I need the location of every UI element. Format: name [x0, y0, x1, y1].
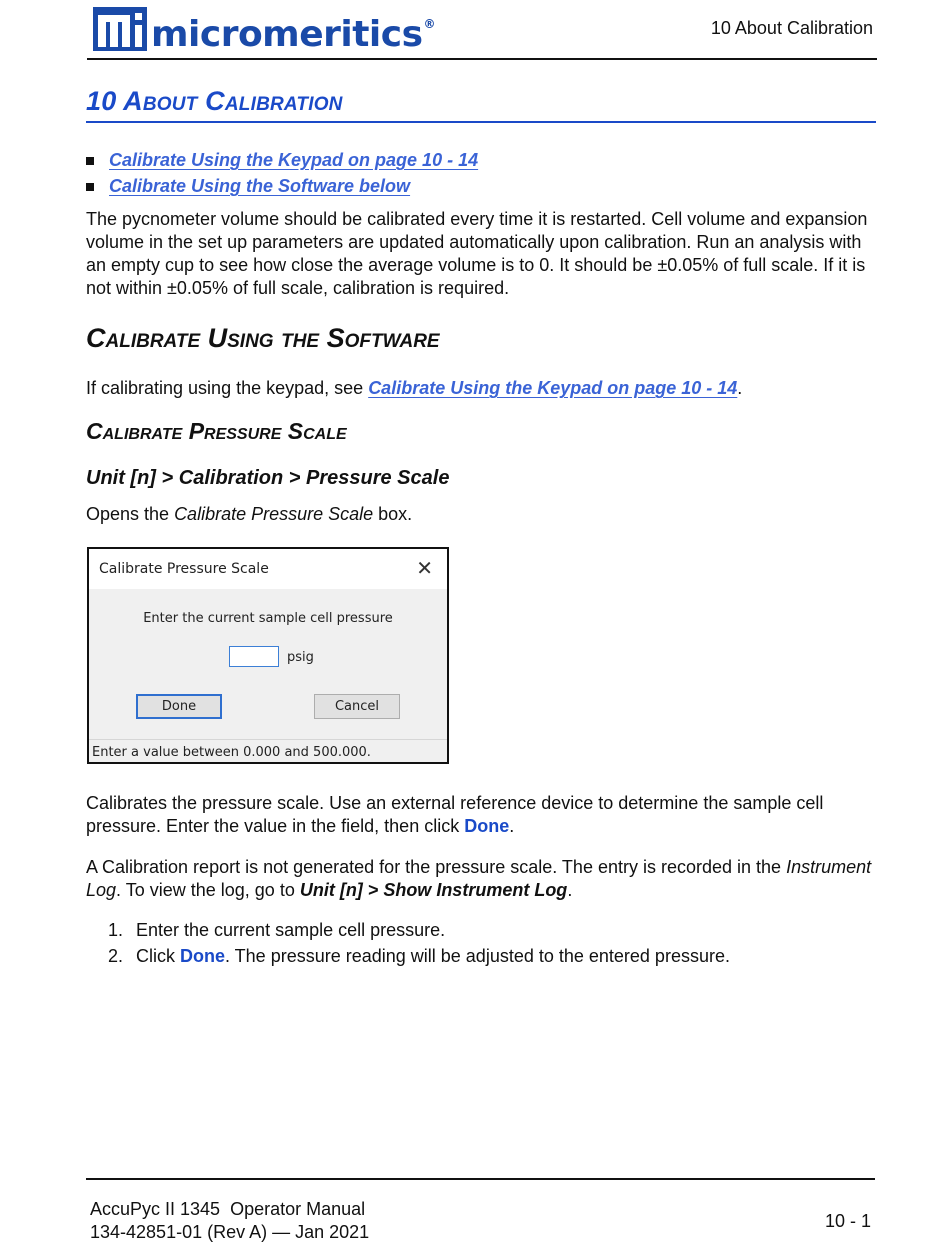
- link-calibrate-software[interactable]: Calibrate Using the Software below: [109, 176, 411, 196]
- step-number: 1.: [108, 920, 124, 940]
- report-prefix: A Calibration report is not generated for the pressure scale. The entry is recorded in the: [86, 857, 787, 877]
- intro-paragraph: The pycnometer volume should be calibrated every time it is restarted. Cell volume and expansion volume in the set up parameters are updated automatically upon calibration. Run an analysis with an empty cup to see how close the average volume is to 0. It should be ±0.05% of full scale. If it is not within ±0.05% of full scale, calibration is required.: [86, 209, 868, 298]
- footer-manual-title: AccuPyc II 1345 Operator Manual: [90, 1199, 366, 1219]
- toc-item: [86, 176, 410, 197]
- logo-wordmark: micromeritics: [151, 13, 423, 55]
- dialog-prompt: Enter the current sample cell pressure: [143, 611, 393, 626]
- footer-divider: [86, 1178, 875, 1180]
- footer-part-number: 134-42851-01 (Rev A) — Jan 2021: [90, 1222, 370, 1242]
- calibrates-prefix: Calibrates the pressure scale. Use an external reference device to determine the sample cell pressure. Enter the value in the field, then click: [86, 793, 824, 836]
- dialog-status-bar: Enter a value between 0.000 and 500.000.: [92, 745, 371, 760]
- list-item: [108, 946, 730, 967]
- section-title: Calibrate Using the Software: [86, 323, 440, 353]
- dialog-titlebar: [89, 549, 447, 589]
- dialog-name: Calibrate Pressure Scale: [174, 504, 374, 524]
- step-text-suffix: . The pressure reading will be adjusted to the entered pressure.: [225, 946, 730, 966]
- micromeritics-logo: [93, 6, 436, 55]
- close-icon[interactable]: ✕: [416, 556, 433, 580]
- subsection-title: Calibrate Pressure Scale: [86, 418, 347, 444]
- bullet-icon: [86, 183, 94, 191]
- report-middle: . To view the log, go to: [116, 880, 300, 900]
- registered-mark: ®: [423, 16, 436, 31]
- calibrates-suffix: .: [509, 816, 515, 836]
- instrument-log-reference: Instrument Log: [86, 857, 872, 900]
- done-reference: Done: [180, 946, 225, 966]
- menu-path-heading: Unit [n] > Calibration > Pressure Scale: [86, 467, 450, 489]
- keypad-note-suffix: .: [737, 378, 743, 398]
- keypad-note: [86, 377, 878, 400]
- pressure-input[interactable]: [229, 646, 279, 667]
- running-header: 10 About Calibration: [710, 18, 873, 38]
- bullet-icon: [86, 157, 94, 165]
- link-calibrate-keypad[interactable]: Calibrate Using the Keypad on page 10 - 14: [109, 150, 479, 170]
- cancel-button[interactable]: Cancel: [314, 694, 400, 719]
- step-text: Click: [136, 946, 180, 966]
- keypad-note-prefix: If calibrating using the keypad, see: [86, 378, 369, 398]
- show-log-menu-path: Unit [n] > Show Instrument Log: [299, 880, 568, 900]
- toc-item: [86, 150, 478, 171]
- micromeritics-logo-mark-icon: [93, 7, 147, 51]
- done-reference: Done: [464, 816, 510, 836]
- report-suffix: .: [567, 880, 573, 900]
- chapter-title: 10 About Calibration: [86, 86, 343, 116]
- header-divider: [87, 58, 877, 60]
- pressure-unit-label: psig: [287, 650, 314, 665]
- report-paragraph: [86, 856, 878, 902]
- opens-paragraph: [86, 503, 878, 526]
- calibrates-paragraph: [86, 792, 878, 838]
- opens-suffix: box.: [373, 504, 413, 524]
- list-item: [108, 920, 445, 941]
- link-keypad-page[interactable]: Calibrate Using the Keypad on page 10 - 14: [368, 378, 738, 398]
- step-text: Enter the current sample cell pressure.: [136, 920, 446, 940]
- done-button[interactable]: Done: [136, 694, 222, 719]
- step-number: 2.: [108, 946, 124, 966]
- dialog-title: Calibrate Pressure Scale: [99, 561, 269, 577]
- chapter-title-rule: [86, 121, 876, 123]
- calibrate-pressure-scale-dialog: [87, 547, 449, 764]
- page-number: 10 - 1: [824, 1211, 871, 1231]
- opens-prefix: Opens the: [86, 504, 175, 524]
- status-divider: [89, 739, 447, 740]
